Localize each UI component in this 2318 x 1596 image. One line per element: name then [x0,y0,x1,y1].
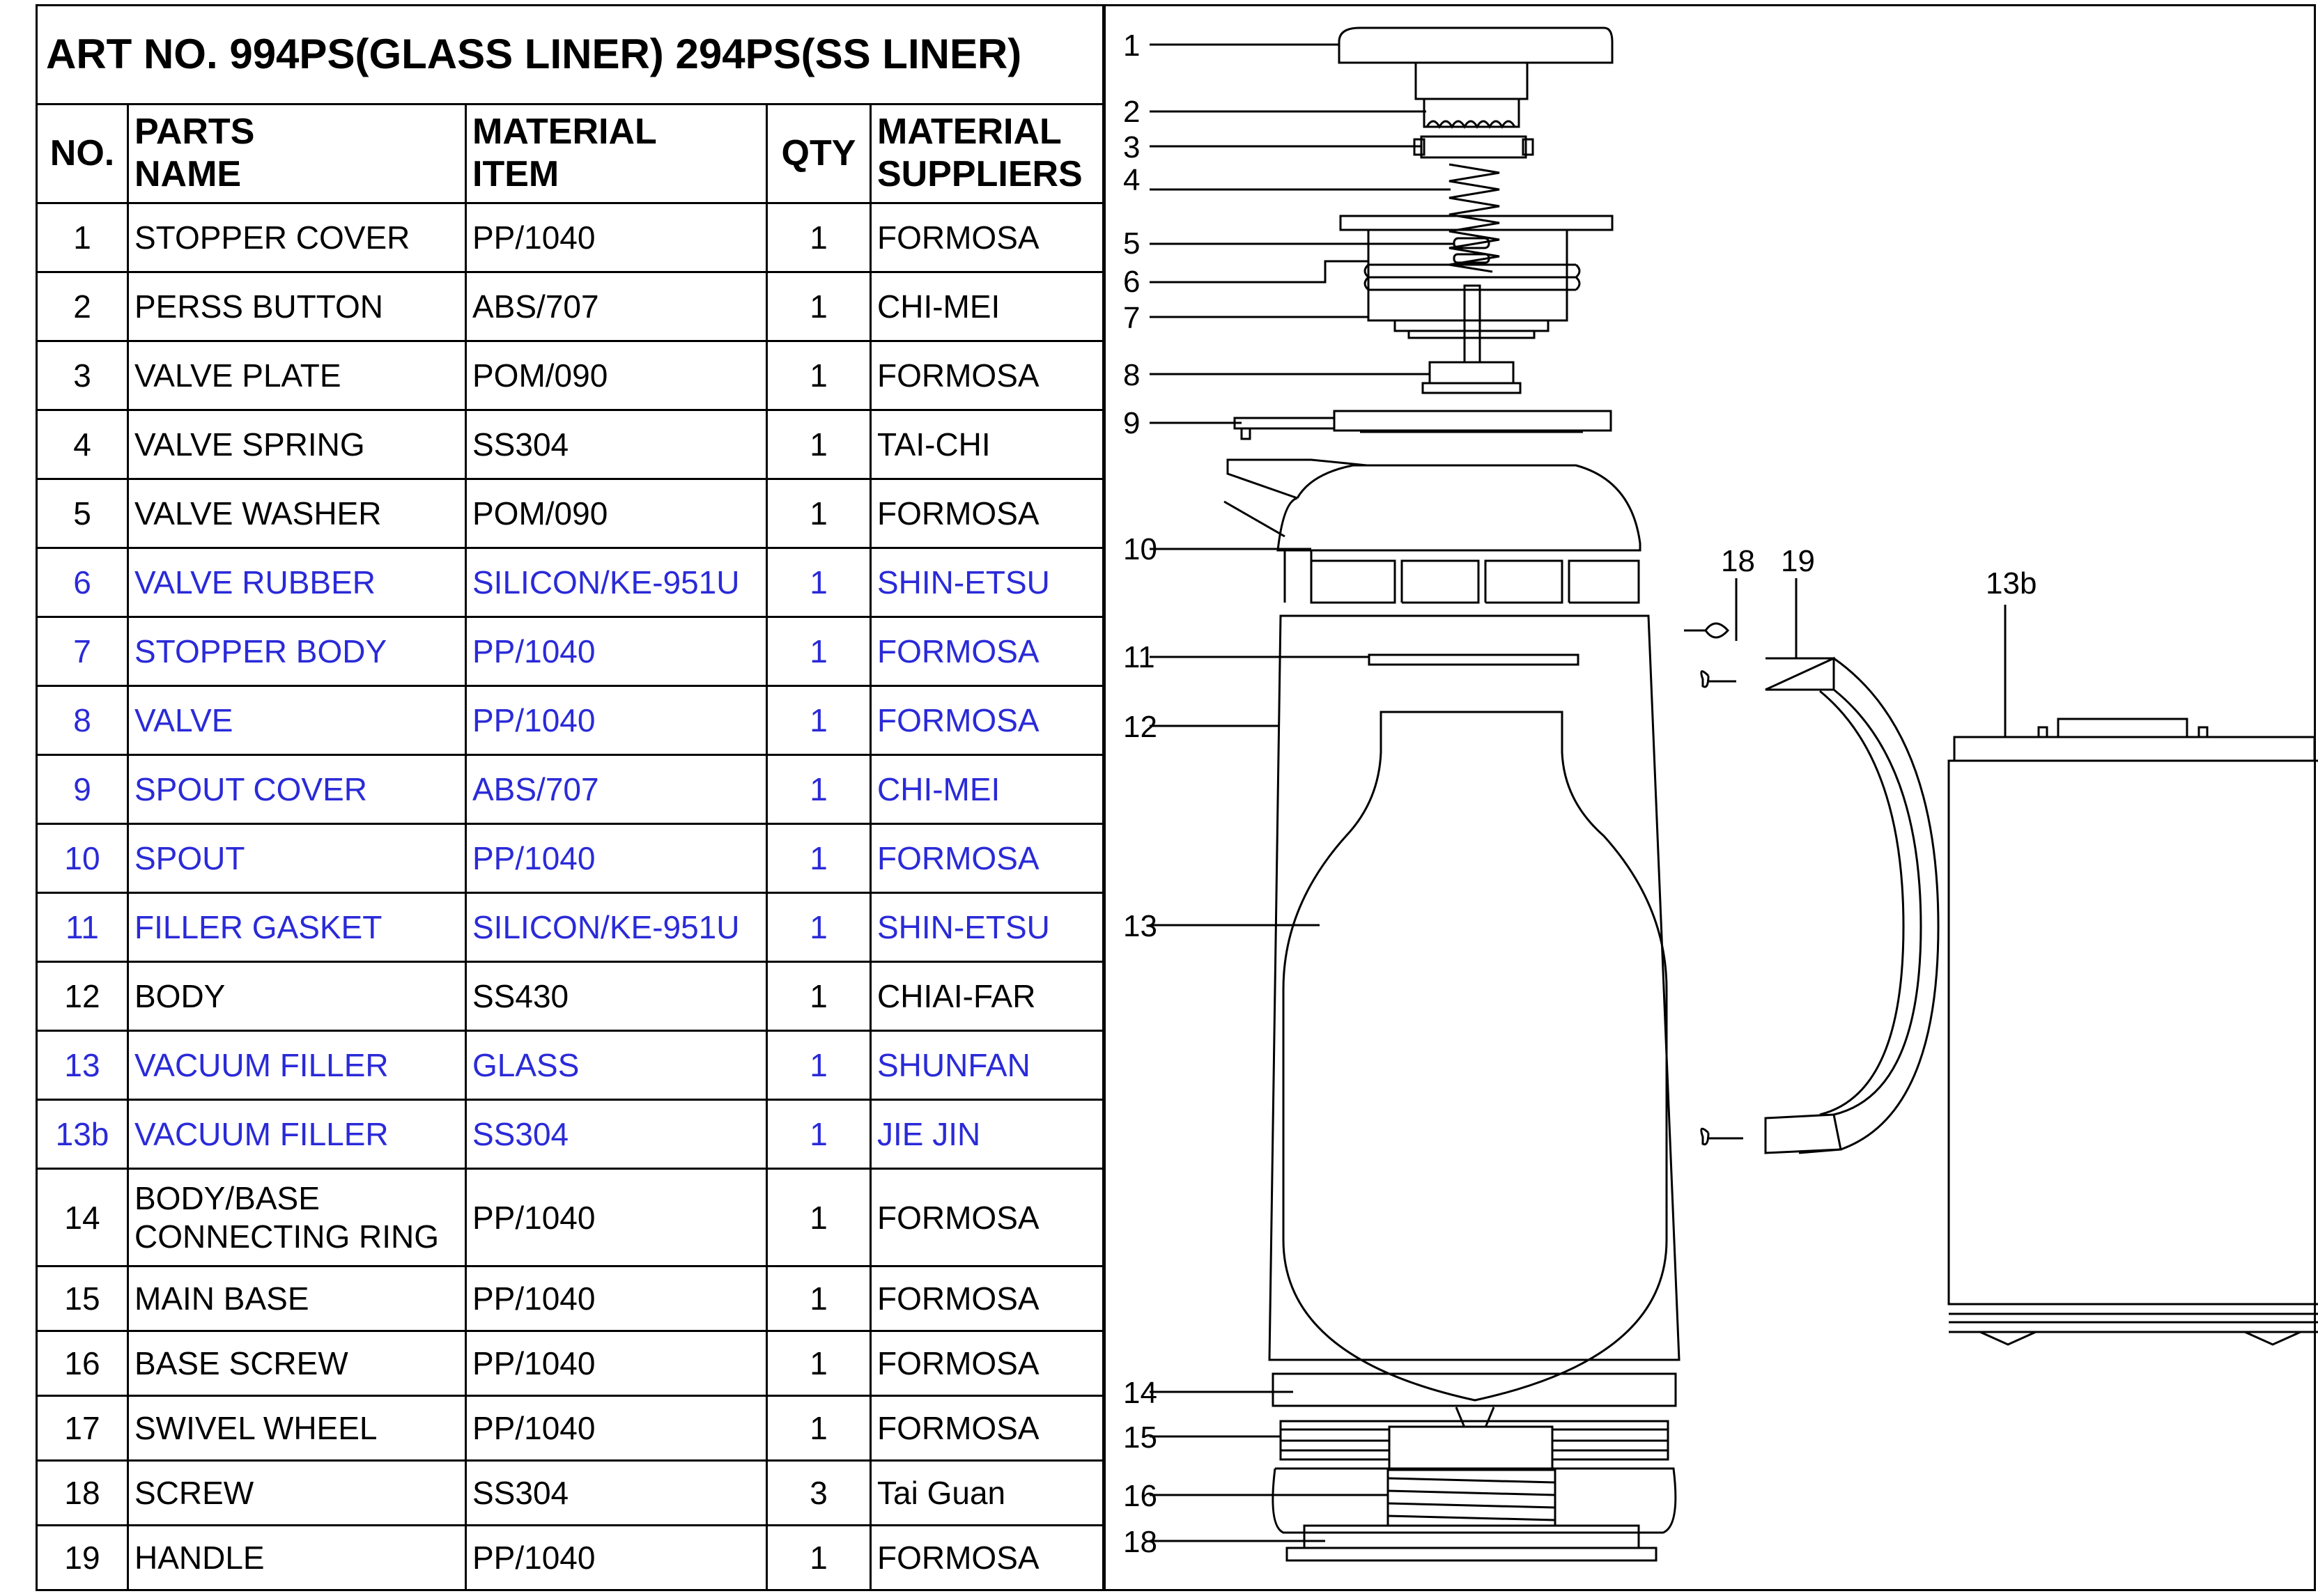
callout-4: 4 [1123,163,1141,197]
cell-parts-name: SCREW [128,1460,466,1525]
cell-qty: 1 [767,824,871,893]
cell-no: 3 [37,341,128,410]
table-row [37,1460,1104,1525]
cell-material-supplier: FORMOSA [871,617,1104,686]
part-vacuum-filler-glass [1283,712,1667,1452]
callout-5: 5 [1123,226,1141,261]
callout-8: 8 [1123,358,1141,392]
part-spout [1224,460,1640,603]
table-row [37,548,1104,617]
cell-material-supplier: CHIAI-FAR [871,962,1104,1031]
cell-parts-name: PERSS BUTTON [128,272,466,341]
part-spout-cover [1235,411,1611,439]
cell-parts-name: STOPPER BODY [128,617,466,686]
cell-material-supplier: Tai Guan [871,1460,1104,1525]
cell-qty: 1 [767,1331,871,1396]
cell-material-item: GLASS [466,1031,767,1100]
table-row [37,755,1104,824]
header-material-item [466,104,767,203]
cell-parts-name: VALVE WASHER [128,479,466,548]
cell-material-item: SILICON/KE-951U [466,893,767,962]
header-material-item-line: MATERIAL [472,111,657,153]
part-valve-spring [1449,164,1499,272]
callout-19: 19 [1781,544,1815,578]
cell-no: 14 [37,1169,128,1266]
header-material-suppliers-line: MATERIAL [877,111,1062,153]
callout-7: 7 [1123,301,1141,335]
callout-9: 9 [1123,406,1141,440]
part-handle-screws [1684,623,1743,1145]
cell-qty: 1 [767,1169,871,1266]
cell-parts-name: STOPPER COVER [128,203,466,272]
cell-qty: 1 [767,962,871,1031]
cell-qty: 1 [767,203,871,272]
cell-parts-name-line: BODY/BASE [134,1180,320,1217]
callout-3: 3 [1123,130,1141,164]
callout-labels [1123,29,2037,1559]
header-material-item-line: ITEM [472,154,559,195]
table-row [37,1031,1104,1100]
part-main-base [1273,1421,1676,1533]
cell-qty: 1 [767,341,871,410]
cell-parts-name: BODY [128,962,466,1031]
cell-material-supplier: JIE JIN [871,1100,1104,1169]
cell-material-supplier: FORMOSA [871,824,1104,893]
cell-qty: 1 [767,1395,871,1460]
cell-qty: 1 [767,755,871,824]
part-valve [1423,286,1520,393]
cell-no: 4 [37,410,128,479]
cell-parts-name: SWIVEL WHEEL [128,1395,466,1460]
cell-no: 11 [37,893,128,962]
callout-15: 15 [1123,1420,1157,1455]
cell-qty: 1 [767,1525,871,1590]
part-bottom-plate [1287,1526,1656,1560]
cell-material-item: POM/090 [466,479,767,548]
part-vacuum-filler-ss [1949,719,2318,1345]
table-row [37,686,1104,755]
cell-qty: 1 [767,617,871,686]
cell-material-supplier: CHI-MEI [871,755,1104,824]
table-row [37,1266,1104,1331]
cell-qty: 1 [767,686,871,755]
table-row [37,617,1104,686]
cell-no: 15 [37,1266,128,1331]
callout-13: 13 [1123,909,1157,943]
header-parts-name-line: NAME [134,154,242,195]
cell-parts-name: VALVE PLATE [128,341,466,410]
cell-material-item: SS304 [466,1460,767,1525]
cell-material-item: PP/1040 [466,1395,767,1460]
cell-no: 13 [37,1031,128,1100]
table-row [37,1525,1104,1590]
table-row [37,962,1104,1031]
cell-parts-name: BASE SCREW [128,1331,466,1396]
table-row [37,893,1104,962]
cell-no: 10 [37,824,128,893]
cell-material-item: PP/1040 [466,617,767,686]
cell-material-supplier: SHIN-ETSU [871,548,1104,617]
cell-material-item: SS304 [466,410,767,479]
cell-material-supplier: FORMOSA [871,1331,1104,1396]
table-row [37,203,1104,272]
callout-2: 2 [1123,95,1141,129]
cell-qty: 3 [767,1460,871,1525]
cell-qty: 1 [767,1031,871,1100]
header-row [37,104,1104,203]
cell-material-item: ABS/707 [466,755,767,824]
callout-6: 6 [1123,265,1141,299]
cell-no: 1 [37,203,128,272]
table-row [37,341,1104,410]
cell-parts-name: HANDLE [128,1525,466,1590]
cell-material-supplier: TAI-CHI [871,410,1104,479]
callout-14: 14 [1123,1376,1157,1410]
header-material-suppliers-line: SUPPLIERS [877,154,1083,195]
cell-material-supplier: FORMOSA [871,203,1104,272]
cell-qty: 1 [767,479,871,548]
cell-no: 5 [37,479,128,548]
cell-material-item: PP/1040 [466,1331,767,1396]
cell-material-supplier: FORMOSA [871,1169,1104,1266]
part-body [1269,616,1679,1360]
table-row [37,272,1104,341]
cell-qty: 1 [767,272,871,341]
exploded-diagram [1102,0,2318,1596]
table-row [37,1169,1104,1266]
cell-no: 9 [37,755,128,824]
cell-parts-name: SPOUT [128,824,466,893]
callout-18-bottom: 18 [1123,1525,1157,1559]
table-row [37,1100,1104,1169]
cell-qty: 1 [767,893,871,962]
part-valve-plate [1414,137,1533,157]
table-row [37,1395,1104,1460]
cell-no: 16 [37,1331,128,1396]
cell-qty: 1 [767,1266,871,1331]
cell-material-supplier: CHI-MEI [871,272,1104,341]
callout-18-screw: 18 [1721,544,1755,578]
table-row [37,1331,1104,1396]
cell-material-item: PP/1040 [466,203,767,272]
callout-13b: 13b [1986,566,2037,601]
cell-material-item: PP/1040 [466,824,767,893]
callout-10: 10 [1123,532,1157,566]
callout-1: 1 [1123,29,1141,63]
callout-12: 12 [1123,710,1157,744]
cell-material-supplier: FORMOSA [871,479,1104,548]
cell-material-item: SILICON/KE-951U [466,548,767,617]
header-qty: QTY [767,104,871,203]
cell-material-item: SS304 [466,1100,767,1169]
part-base-screw [1388,1470,1555,1526]
cell-no: 18 [37,1460,128,1525]
cell-parts-name: FILLER GASKET [128,893,466,962]
table-body [37,203,1104,1590]
cell-parts-name: VALVE [128,686,466,755]
header-material-suppliers [871,104,1104,203]
cell-qty: 1 [767,548,871,617]
cell-parts-name: MAIN BASE [128,1266,466,1331]
header-no: NO. [37,104,128,203]
cell-no: 8 [37,686,128,755]
cell-material-supplier: FORMOSA [871,1395,1104,1460]
cell-material-item: PP/1040 [466,1169,767,1266]
cell-material-item: PP/1040 [466,1525,767,1590]
cell-no: 7 [37,617,128,686]
cell-parts-name: VACUUM FILLER [128,1100,466,1169]
title-row [37,6,1104,104]
cell-qty: 1 [767,410,871,479]
cell-material-supplier: SHIN-ETSU [871,893,1104,962]
cell-material-item: PP/1040 [466,1266,767,1331]
header-parts-name [128,104,466,203]
cell-parts-name: SPOUT COVER [128,755,466,824]
cell-material-item: ABS/707 [466,272,767,341]
cell-no: 12 [37,962,128,1031]
cell-parts-name [128,1169,466,1266]
parts-table [36,4,1104,1591]
header-parts-name-line: PARTS [134,111,255,153]
cell-material-item: POM/090 [466,341,767,410]
callout-11: 11 [1123,640,1155,674]
cell-no: 2 [37,272,128,341]
cell-parts-name: VALVE RUBBER [128,548,466,617]
cell-parts-name: VACUUM FILLER [128,1031,466,1100]
table-row [37,479,1104,548]
cell-material-supplier: FORMOSA [871,1266,1104,1331]
cell-parts-name: VALVE SPRING [128,410,466,479]
cell-parts-name-line: CONNECTING RING [134,1218,439,1255]
cell-no: 13b [37,1100,128,1169]
cell-material-supplier: FORMOSA [871,1525,1104,1590]
cell-material-item: PP/1040 [466,686,767,755]
table-row [37,410,1104,479]
cell-material-supplier: SHUNFAN [871,1031,1104,1100]
cell-qty: 1 [767,1100,871,1169]
table-row [37,824,1104,893]
cell-no: 19 [37,1525,128,1590]
cell-material-item: SS430 [466,962,767,1031]
part-press-button [1416,63,1527,127]
cell-no: 6 [37,548,128,617]
cell-material-supplier: FORMOSA [871,686,1104,755]
callout-16: 16 [1123,1479,1157,1513]
part-handle [1765,658,1938,1153]
cell-material-supplier: FORMOSA [871,341,1104,410]
cell-no: 17 [37,1395,128,1460]
part-stopper-cover [1339,28,1612,63]
table-title: ART NO. 994PS(GLASS LINER) 294PS(SS LINER) [37,6,1104,104]
part-stopper-body [1340,216,1612,338]
